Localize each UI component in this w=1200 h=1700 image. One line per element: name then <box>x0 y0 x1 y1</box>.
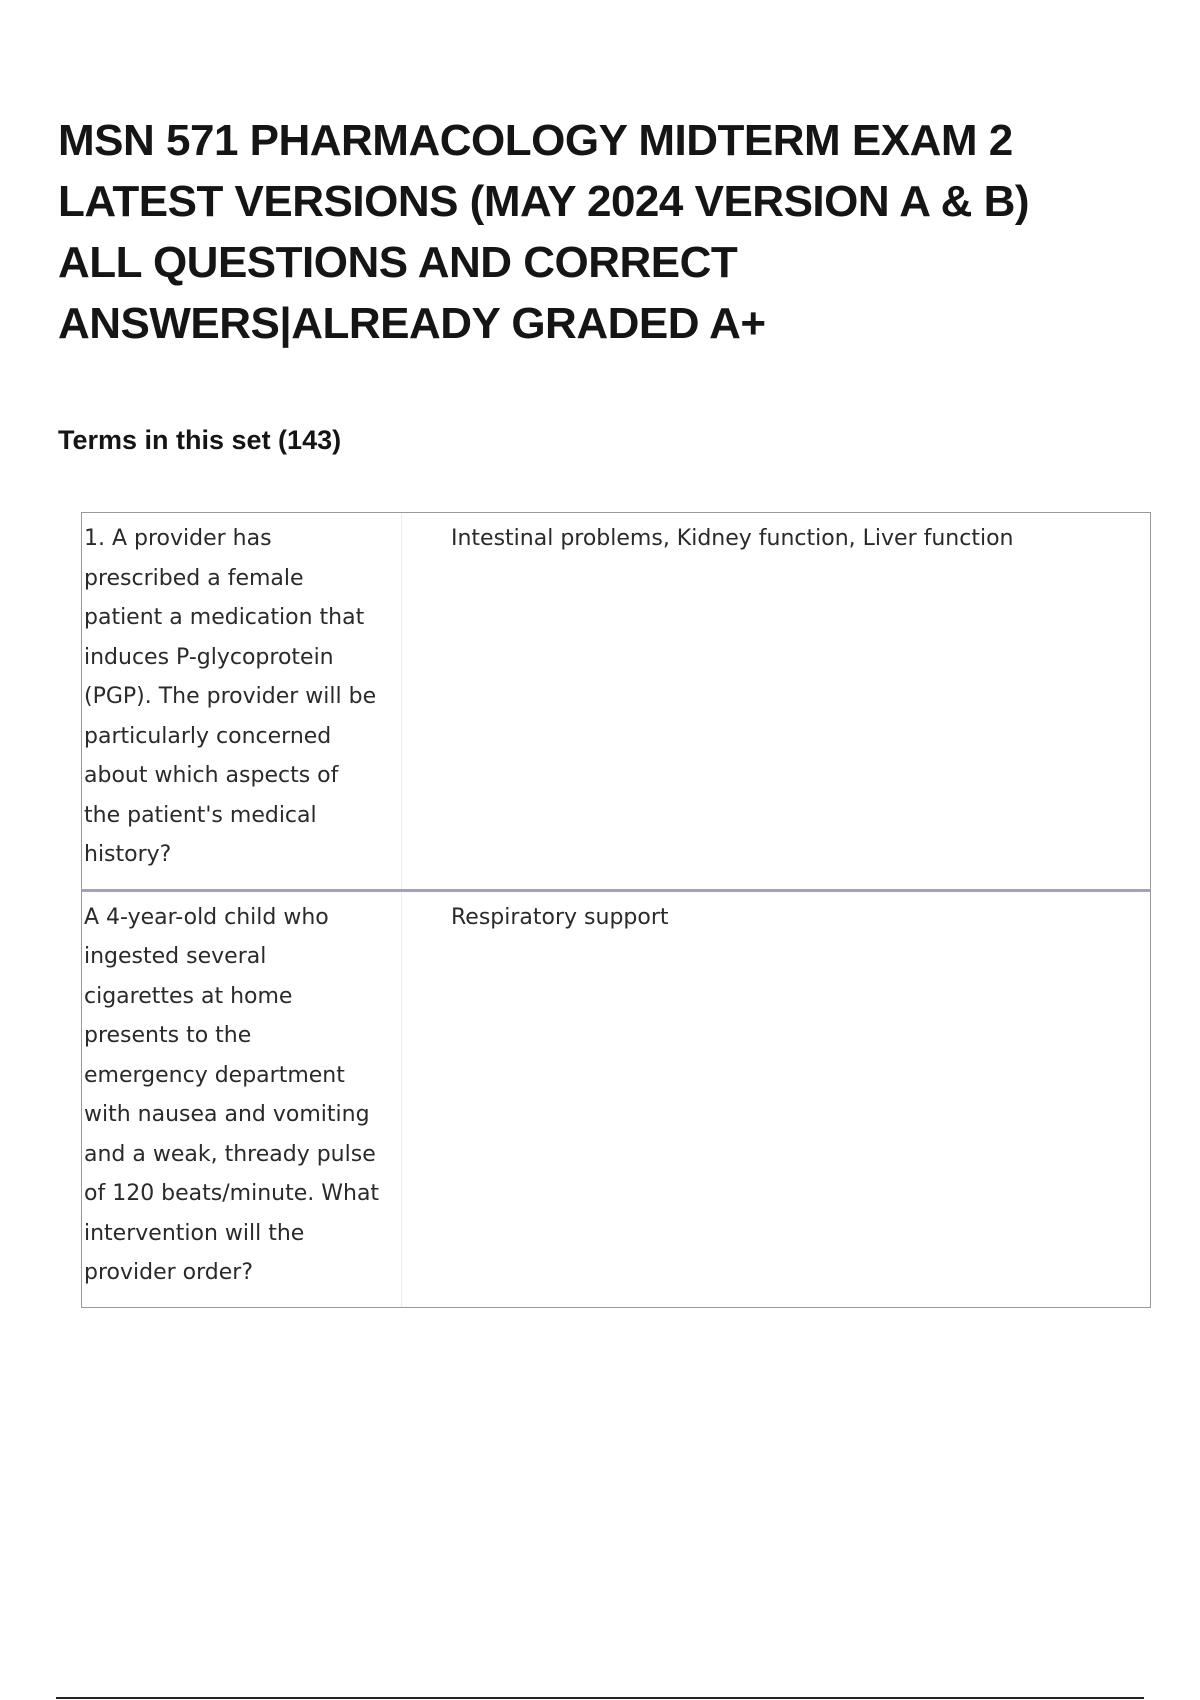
term-row <box>82 513 1150 889</box>
question-line: and a weak, thready pulse <box>84 1141 376 1167</box>
term-question <box>82 513 402 889</box>
question-line: of 120 beats/minute. What <box>84 1181 380 1206</box>
question-line: induces P-glycoprotein <box>84 644 334 670</box>
question-line: particularly concerned <box>84 723 332 749</box>
question-line: ingested several <box>84 944 267 969</box>
title-line: LATEST VERSIONS (MAY 2024 VERSION A & B) <box>58 177 1030 226</box>
question-line: prescribed a female <box>84 565 304 591</box>
question-line: cigarettes at home <box>84 983 293 1009</box>
question-line: emergency department <box>84 1062 345 1088</box>
question-line: provider order? <box>84 1260 253 1285</box>
title-line: ALL QUESTIONS AND CORRECT <box>58 238 738 287</box>
question-line: A 4-year-old child who <box>84 904 329 930</box>
question-line: the patient's medical <box>84 802 317 828</box>
term-row <box>82 889 1150 1307</box>
title-line: MSN 571 PHARMACOLOGY MIDTERM EXAM 2 <box>58 116 1013 165</box>
question-line: 1. A provider has <box>84 526 272 551</box>
terms-count-heading: Terms in this set (143) <box>58 425 342 455</box>
term-answer: Respiratory support <box>451 904 669 930</box>
terms-table <box>81 512 1151 1308</box>
title-line: ANSWERS|ALREADY GRADED A+ <box>58 299 766 348</box>
question-line: with nausea and vomiting <box>84 1102 370 1127</box>
question-line: (PGP). The provider will be <box>84 684 377 709</box>
term-question <box>82 892 402 1307</box>
question-line: about which aspects of <box>84 763 339 788</box>
question-line: history? <box>84 842 172 867</box>
question-line: presents to the <box>84 1023 252 1048</box>
question-line: patient a medication that <box>84 605 365 630</box>
term-answer: Intestinal problems, Kidney function, Liver function <box>451 526 1014 551</box>
question-line: intervention will the <box>84 1220 305 1246</box>
footer-divider <box>56 1697 1144 1699</box>
page-title <box>58 110 1148 354</box>
